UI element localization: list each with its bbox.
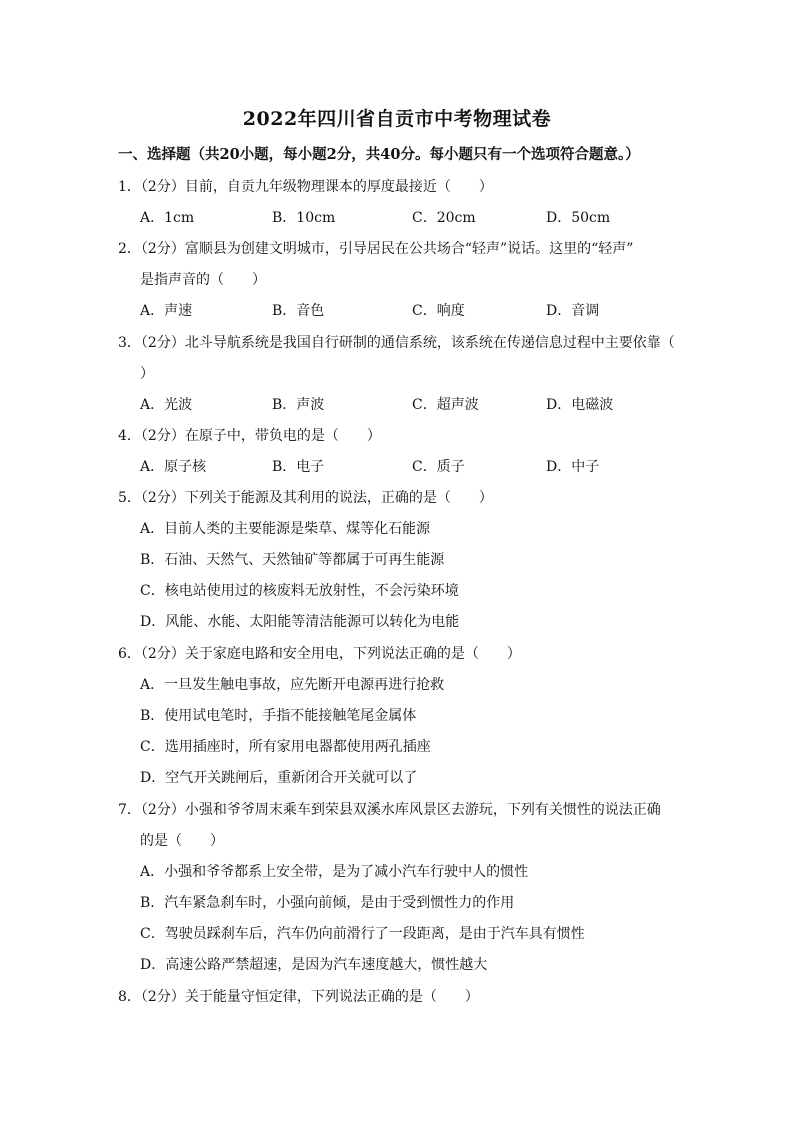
- question-3-option-a: A．光波: [140, 397, 193, 413]
- question-5-option-a: A．目前人类的主要能源是柴草、煤等化石能源: [140, 521, 431, 537]
- question-8-stem: 8．（2分）关于能量守恒定律，下列说法正确的是（ ）: [118, 989, 479, 1005]
- question-7-option-b: B．汽车紧急刹车时，小强向前倾，是由于受到惯性力的作用: [140, 895, 515, 911]
- question-3-stem: 3．（2分）北斗导航系统是我国自行研制的通信系统，该系统在传递信息过程中主要依靠（: [118, 335, 675, 351]
- question-1-option-d: D．50cm: [546, 210, 611, 226]
- question-3-stem-continued: ）: [140, 366, 154, 382]
- question-7-stem: 7．（2分）小强和爷爷周末乘车到荣县双溪水库风景区去游玩，下列有关惯性的说法正确: [118, 802, 661, 818]
- section-heading: 一、选择题（共20小题，每小题2分，共40分。每小题只有一个选项符合题意。）: [118, 146, 640, 163]
- question-1-option-b: B．10cm: [272, 210, 336, 226]
- question-1-option-c: C．20cm: [412, 210, 476, 226]
- question-5-option-c: C．核电站使用过的核废料无放射性，不会污染环境: [140, 583, 459, 599]
- question-7-stem-continued: 的是（ ）: [140, 833, 224, 849]
- question-5-option-d: D．风能、水能、太阳能等清洁能源可以转化为电能: [140, 614, 460, 630]
- question-4-option-c: C．质子: [412, 459, 465, 475]
- question-7-option-c: C．驾驶员踩刹车后，汽车仍向前滑行了一段距离，是由于汽车具有惯性: [140, 926, 585, 942]
- question-4-option-a: A．原子核: [140, 459, 207, 475]
- question-2-stem-continued: 是指声音的（ ）: [140, 272, 266, 288]
- question-2-option-c: C．响度: [412, 303, 465, 319]
- question-3-option-c: C．超声波: [412, 397, 479, 413]
- question-4-option-d: D．中子: [546, 459, 600, 475]
- question-6-option-b: B．使用试电笔时，手指不能接触笔尾金属体: [140, 708, 417, 724]
- page-title: 2022年四川省自贡市中考物理试卷: [242, 108, 552, 130]
- question-6-option-d: D．空气开关跳闸后，重新闭合开关就可以了: [140, 770, 418, 786]
- question-2-option-b: B．音色: [272, 303, 325, 319]
- question-4-option-b: B．电子: [272, 459, 325, 475]
- question-7-option-a: A．小强和爷爷都系上安全带，是为了减小汽车行驶中人的惯性: [140, 864, 529, 880]
- question-2-option-d: D．音调: [546, 303, 600, 319]
- question-6-option-c: C．选用插座时，所有家用电器都使用两孔插座: [140, 739, 431, 755]
- question-5-option-b: B．石油、天然气、天然铀矿等都属于可再生能源: [140, 552, 445, 568]
- question-6-stem: 6．（2分）关于家庭电路和安全用电，下列说法正确的是（ ）: [118, 646, 521, 662]
- question-7-option-d: D．高速公路严禁超速，是因为汽车速度越大，惯性越大: [140, 957, 488, 973]
- question-3-option-b: B．声波: [272, 397, 325, 413]
- question-3-option-d: D．电磁波: [546, 397, 614, 413]
- question-5-stem: 5．（2分）下列关于能源及其利用的说法，正确的是（ ）: [118, 490, 493, 506]
- question-6-option-a: A．一旦发生触电事故，应先断开电源再进行抢救: [140, 677, 445, 693]
- question-1-stem: 1．（2分）目前，自贡九年级物理课本的厚度最接近（ ）: [118, 179, 493, 195]
- question-4-stem: 4．（2分）在原子中，带负电的是（ ）: [118, 428, 381, 444]
- question-1-option-a: A．1cm: [140, 210, 195, 226]
- question-2-stem: 2．（2分）富顺县为创建文明城市，引导居民在公共场合“轻声”说话。这里的“轻声”: [118, 241, 634, 257]
- question-2-option-a: A．声速: [140, 303, 193, 319]
